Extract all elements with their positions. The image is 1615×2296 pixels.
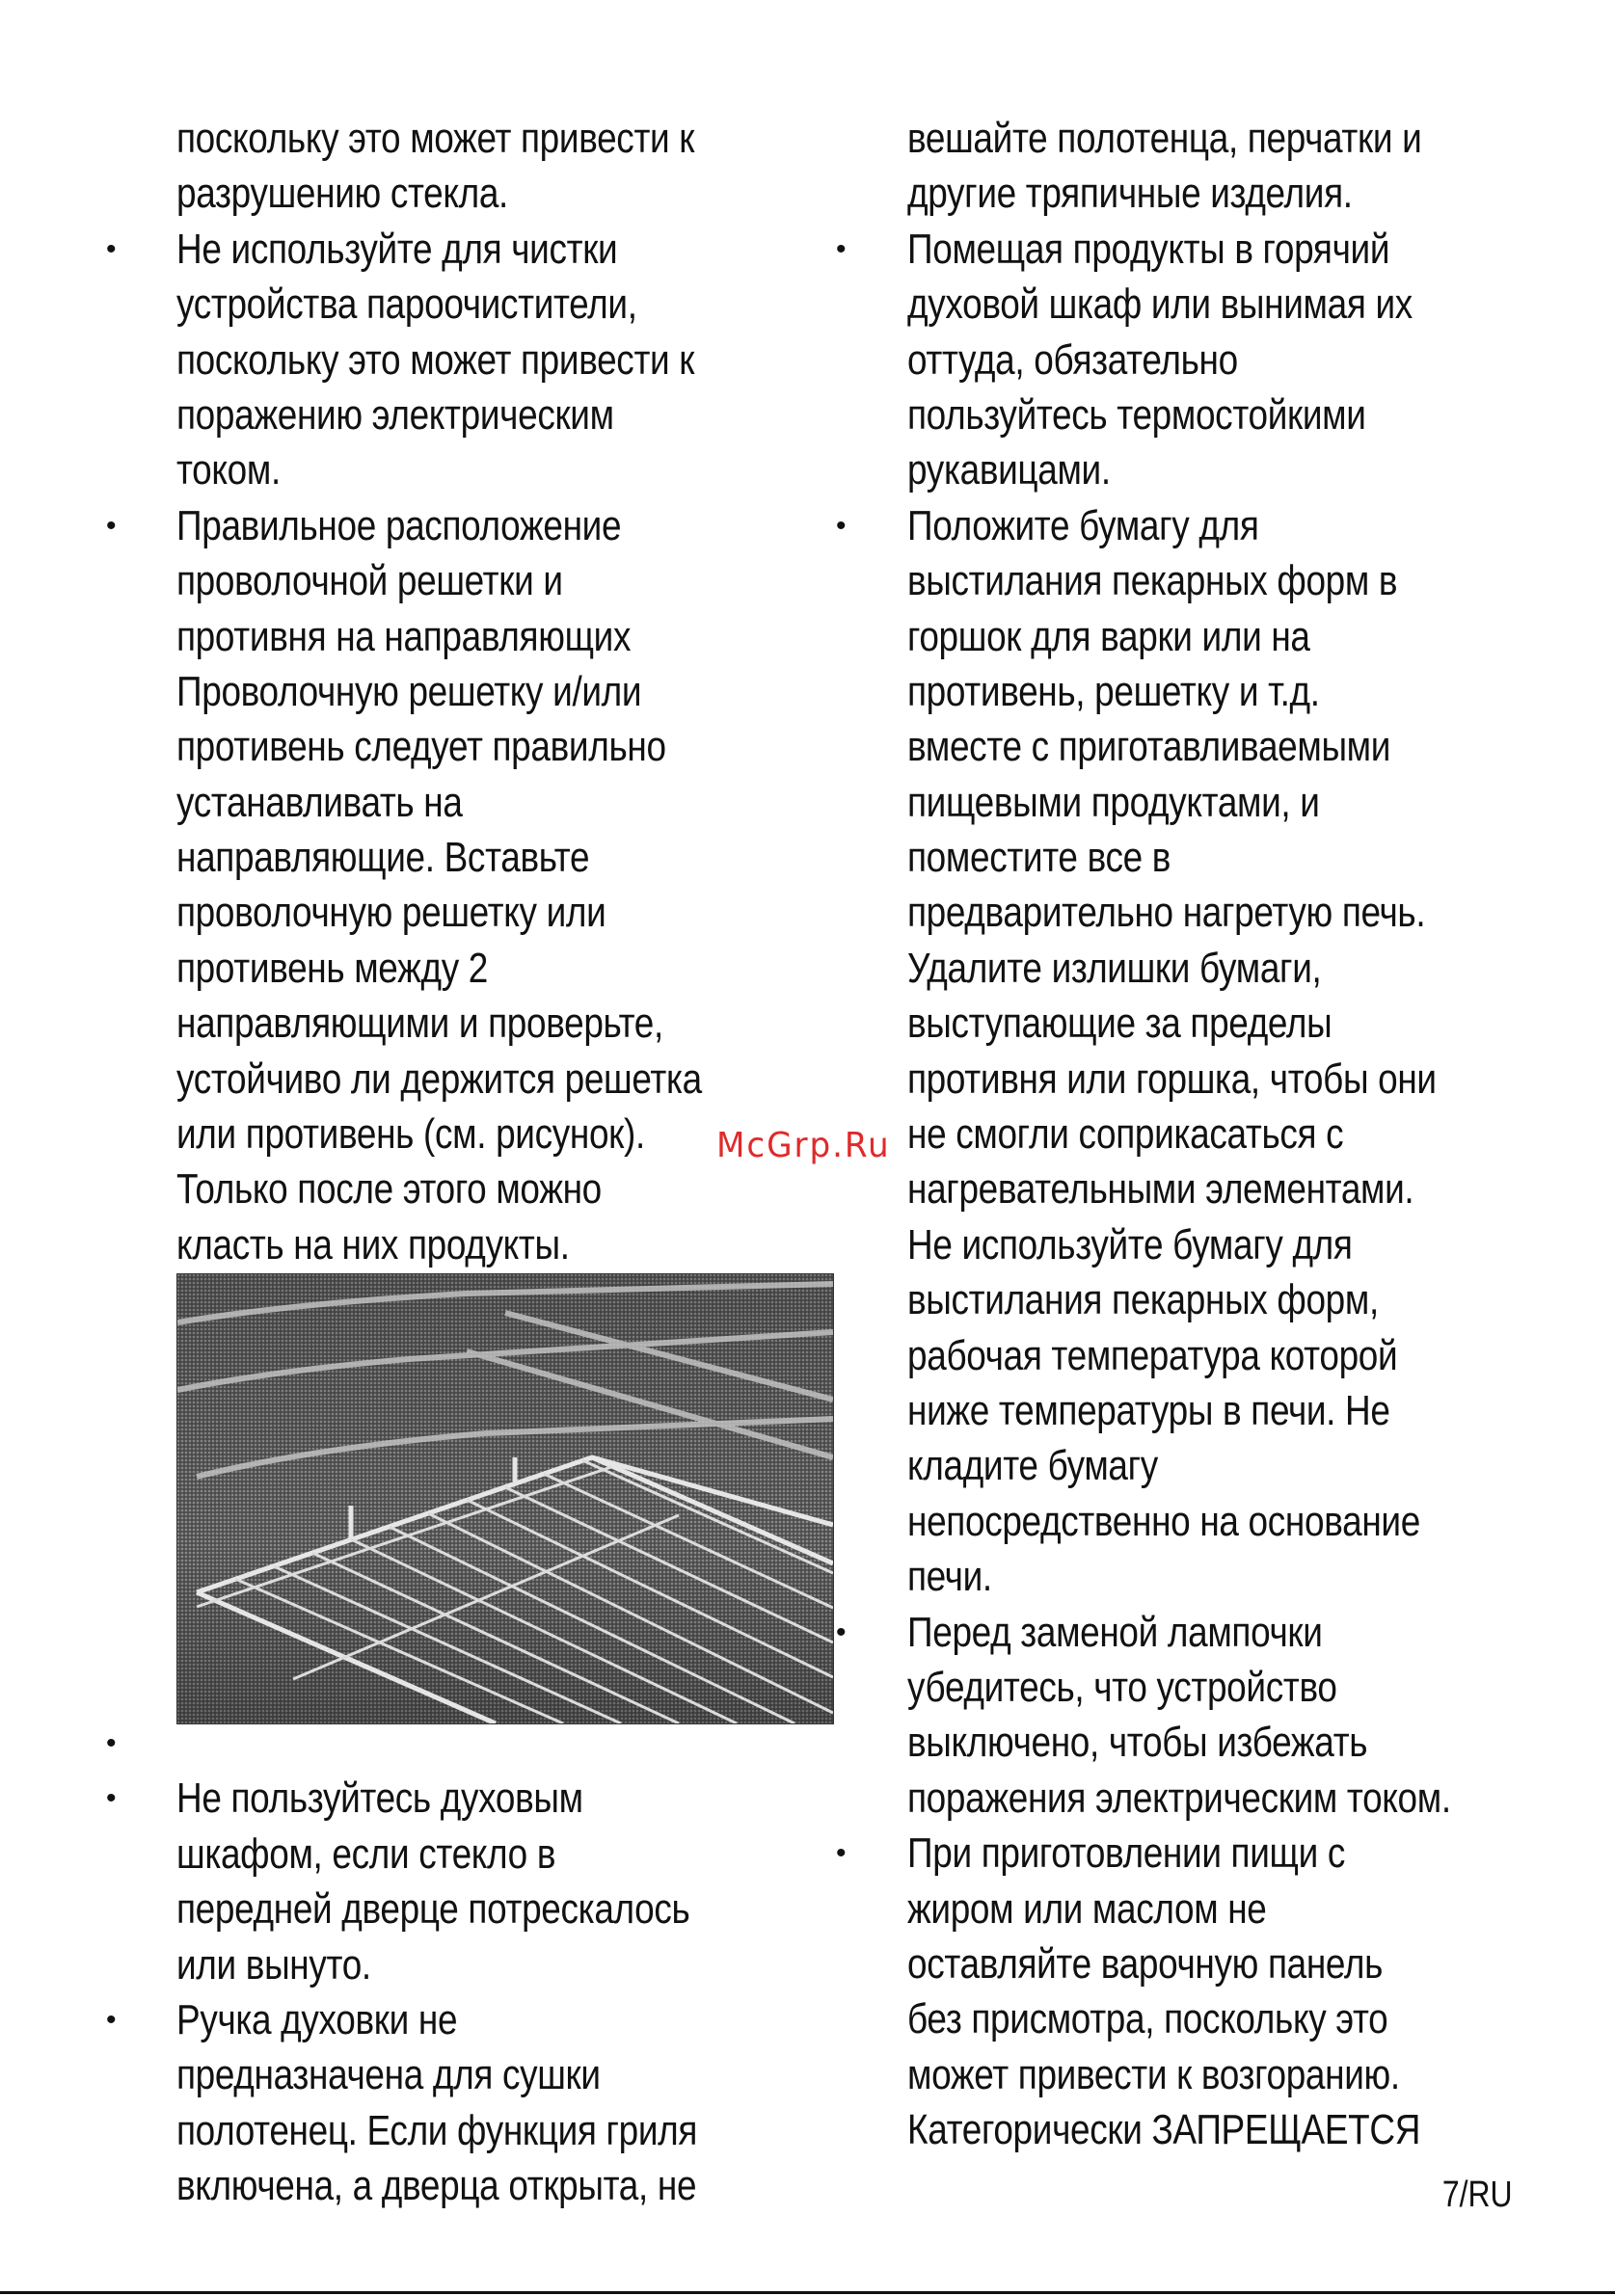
line-text: направляющими и проверьте, xyxy=(176,1000,663,1048)
line-text: Не пользуйтесь духовым xyxy=(176,1775,583,1823)
line-text: устанавливать на xyxy=(176,778,463,826)
line-text: Помещая продукты в горячий xyxy=(907,225,1390,273)
text-line xyxy=(826,1494,1540,1549)
line-text: не смогли соприкасаться с xyxy=(907,1110,1344,1159)
line-text: оттуда, обязательно xyxy=(907,335,1238,384)
text-line xyxy=(96,1161,829,1216)
line-text: пользуйтесь термостойкими xyxy=(907,390,1366,439)
text-line xyxy=(826,1438,1540,1493)
text-line xyxy=(826,1771,1540,1826)
watermark: McGrp.Ru xyxy=(716,1126,891,1165)
line-text: или вынуто. xyxy=(176,1940,371,1989)
line-text: разрушению стекла. xyxy=(176,170,508,218)
text-line xyxy=(96,609,829,664)
line-text: Удалите излишки бумаги, xyxy=(907,944,1322,992)
line-text: кладите бумагу xyxy=(907,1442,1158,1490)
text-line xyxy=(96,885,829,940)
line-text: другие тряпичные изделия. xyxy=(907,170,1353,218)
line-text: поскольку это может привести к xyxy=(176,335,695,384)
text-line xyxy=(826,1217,1540,1272)
bullet-glyph: • xyxy=(836,1837,847,1870)
line-text: вместе с приготавливаемыми xyxy=(907,723,1391,771)
line-text: Не используйте бумагу для xyxy=(907,1220,1353,1268)
line-text: Положите бумагу для xyxy=(907,501,1259,549)
text-line xyxy=(96,166,829,221)
text-line xyxy=(96,941,829,996)
wire-rack-illustration xyxy=(177,1274,833,1723)
line-text: противень, решетку и т.д. xyxy=(907,667,1320,715)
page-number: 7/RU xyxy=(1442,2175,1513,2215)
line-text: выступающие за пределы xyxy=(907,1000,1332,1048)
line-text: может привести к возгоранию. xyxy=(907,2050,1400,2098)
line-text: Не используйте для чистки xyxy=(176,225,618,273)
text-line xyxy=(96,2047,829,2102)
text-line xyxy=(96,1217,829,1272)
text-line xyxy=(826,719,1540,774)
line-text: жиром или маслом не xyxy=(907,1884,1267,1933)
text-line xyxy=(826,553,1540,608)
text-line xyxy=(96,2103,829,2158)
text-line xyxy=(96,1882,829,1936)
text-line xyxy=(826,1328,1540,1383)
line-text: непосредственно на основание xyxy=(907,1497,1420,1545)
text-line xyxy=(96,830,829,885)
text-line xyxy=(96,333,829,387)
line-text: направляющие. Вставьте xyxy=(176,834,590,882)
bullet-glyph: • xyxy=(836,509,847,542)
bullet-glyph: • xyxy=(836,1615,847,1648)
footer-rule xyxy=(0,2291,1615,2294)
line-text: поскольку это может привести к xyxy=(176,115,695,162)
text-line xyxy=(96,387,829,442)
bullet-glyph: • xyxy=(106,509,117,542)
text-line xyxy=(826,277,1540,332)
line-text: без присмотра, поскольку это xyxy=(907,1995,1388,2043)
text-line xyxy=(826,442,1540,497)
line-text: ниже температуры в печи. Не xyxy=(907,1386,1390,1434)
bullet-line xyxy=(96,1992,829,2047)
line-text: шкафом, если стекло в xyxy=(176,1829,556,1878)
bullet-glyph: • xyxy=(106,2003,117,2036)
line-text: оставляйте варочную панель xyxy=(907,1939,1384,1988)
bullet-glyph: • xyxy=(836,232,847,265)
line-text: Категорически ЗАПРЕЩАЕТСЯ xyxy=(907,2106,1421,2154)
bullet-glyph: • xyxy=(106,1782,117,1815)
text-line xyxy=(826,996,1540,1051)
line-text: горшок для варки или на xyxy=(907,612,1310,660)
line-text: проволочную решетку или xyxy=(176,889,606,937)
line-text: током. xyxy=(176,446,281,494)
line-text: противня на направляющих xyxy=(176,612,632,660)
left-column xyxy=(96,111,829,1272)
text-line xyxy=(826,1549,1540,1604)
line-text: пищевыми продуктами, и xyxy=(907,778,1320,826)
line-text: выключено, чтобы избежать xyxy=(907,1719,1368,1767)
line-text: противень между 2 xyxy=(176,944,489,992)
text-line xyxy=(96,1937,829,1992)
line-text: предварительно нагретую печь. xyxy=(907,889,1426,937)
line-text: класть на них продукты. xyxy=(176,1220,570,1268)
empty-bullet-line xyxy=(96,1716,829,1771)
text-line xyxy=(826,1660,1540,1715)
line-text: рукавицами. xyxy=(907,446,1111,494)
text-line xyxy=(96,996,829,1051)
line-text: поражения электрическим током. xyxy=(907,1774,1451,1822)
line-text: При приготовлении пищи с xyxy=(907,1829,1346,1878)
text-line xyxy=(826,1272,1540,1327)
left-column-after-figure xyxy=(96,1716,829,2214)
bullet-line xyxy=(96,498,829,553)
text-line xyxy=(826,664,1540,719)
right-column xyxy=(826,111,1540,2157)
line-text: поместите все в xyxy=(907,834,1171,882)
bullet-line xyxy=(826,1826,1540,1881)
text-line xyxy=(826,333,1540,387)
bullet-line xyxy=(826,498,1540,553)
line-text: убедитесь, что устройство xyxy=(907,1663,1337,1711)
text-line xyxy=(96,553,829,608)
line-text: Правильное расположение xyxy=(176,501,622,549)
text-line xyxy=(826,1715,1540,1770)
line-text: Только после этого можно xyxy=(176,1165,602,1214)
text-line xyxy=(96,2158,829,2213)
text-line xyxy=(826,166,1540,221)
text-line xyxy=(826,1882,1540,1936)
text-line xyxy=(826,1107,1540,1161)
bullet-line xyxy=(96,222,829,277)
text-line xyxy=(826,609,1540,664)
line-text: предназначена для сушки xyxy=(176,2051,601,2099)
line-text: включена, а дверца открыта, не xyxy=(176,2162,697,2210)
line-text: устойчиво ли держится решетка xyxy=(176,1055,702,1103)
line-text: рабочая температура которой xyxy=(907,1331,1398,1379)
text-line xyxy=(826,885,1540,940)
line-text: противень следует правильно xyxy=(176,723,666,771)
text-line xyxy=(96,719,829,774)
text-line xyxy=(826,830,1540,885)
line-text: противня или горшка, чтобы они xyxy=(907,1055,1437,1103)
line-text: передней дверце потрескалось xyxy=(176,1885,690,1934)
text-line xyxy=(96,1052,829,1107)
line-text: выстилания пекарных форм, xyxy=(907,1276,1379,1324)
text-line xyxy=(826,2102,1540,2157)
text-line xyxy=(826,775,1540,830)
text-line xyxy=(96,1827,829,1882)
text-line xyxy=(826,1383,1540,1438)
line-text: проволочной решетки и xyxy=(176,557,563,605)
text-line xyxy=(826,1161,1540,1216)
text-line xyxy=(826,111,1540,166)
bullet-glyph: • xyxy=(106,1727,117,1759)
bullet-line xyxy=(96,1771,829,1826)
oven-wire-rack-figure xyxy=(176,1273,834,1724)
text-line xyxy=(826,1991,1540,2046)
bullet-line xyxy=(826,222,1540,277)
bullet-glyph: • xyxy=(106,232,117,265)
text-line xyxy=(826,387,1540,442)
line-text: или противень (см. рисунок). xyxy=(176,1110,645,1159)
bullet-line xyxy=(826,1605,1540,1660)
line-text: полотенец. Если функция гриля xyxy=(176,2106,698,2154)
text-line xyxy=(826,1052,1540,1107)
text-line xyxy=(826,941,1540,996)
line-text: выстилания пекарных форм в xyxy=(907,557,1398,605)
line-text: нагревательными элементами. xyxy=(907,1165,1414,1214)
line-text: поражению электрическим xyxy=(176,390,614,439)
text-line xyxy=(96,277,829,332)
line-text: печи. xyxy=(907,1553,992,1601)
text-line xyxy=(826,2047,1540,2102)
line-text: Проволочную решетку и/или xyxy=(176,667,642,715)
line-text: устройства пароочистители, xyxy=(176,280,637,329)
text-line xyxy=(96,664,829,719)
text-line xyxy=(96,111,829,166)
line-text: духовой шкаф или вынимая их xyxy=(907,280,1413,329)
text-line xyxy=(96,442,829,497)
text-line xyxy=(96,775,829,830)
line-text: Ручка духовки не xyxy=(176,1995,458,2043)
line-text: Перед заменой лампочки xyxy=(907,1608,1323,1656)
line-text: вешайте полотенца, перчатки и xyxy=(907,115,1422,162)
text-line xyxy=(826,1936,1540,1991)
